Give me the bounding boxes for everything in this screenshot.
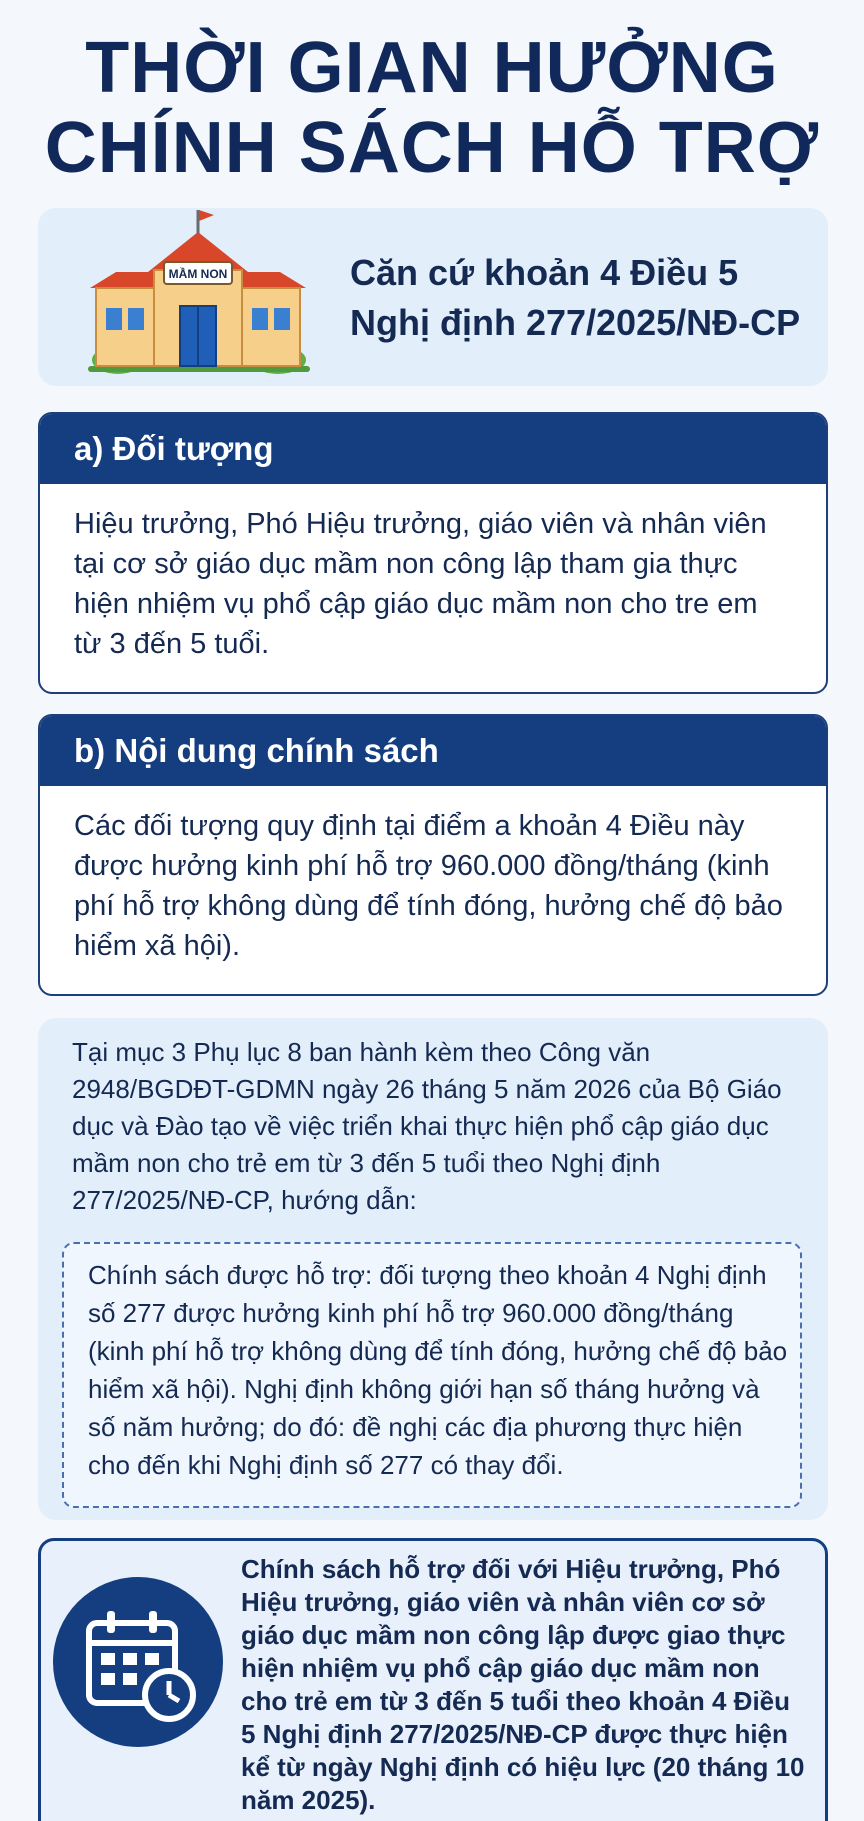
section-b-body: Các đối tượng quy định tại điểm a khoản 4 Điều này được hưởng kinh phí hỗ trợ 960.000 đồng/tháng (kinh phí hỗ trợ không dùng để tính đóng, hưởng chế độ bảo hiểm xã hội). — [74, 810, 783, 962]
section-a-body: Hiệu trưởng, Phó Hiệu trưởng, giáo viên và nhân viên tại cơ sở giáo dục mầm non công lập tham gia thực hiện nhiệm vụ phổ cập giáo dục mầm non cho tre em từ 3 đến 5 tuổi. — [74, 508, 767, 660]
calendar-clock-icon — [53, 1577, 223, 1747]
section-b-heading: b) Nội dung chính sách — [40, 716, 826, 786]
guidance-quote-box — [62, 1242, 802, 1508]
conclusion-card — [38, 1538, 828, 1821]
legal-basis-text — [350, 248, 810, 348]
guidance-panel — [38, 1018, 828, 1520]
title-line-2: CHÍNH SÁCH HỖ TRỢ — [44, 108, 820, 188]
legal-basis-panel — [38, 208, 828, 386]
school-sign-text: MẦM NON — [168, 267, 228, 281]
section-a-card — [38, 412, 828, 694]
legal-basis-line-2: Nghị định 277/2025/NĐ-CP — [350, 302, 801, 343]
title-line-1: THỜI GIAN HƯỞNG — [85, 28, 779, 108]
guidance-intro: Tại mục 3 Phụ lục 8 ban hành kèm theo Công văn 2948/BGDĐT-GDMN ngày 26 tháng 5 năm 2026 của Bộ Giáo dục và Đào tạo về việc triển khai thực hiện phổ cập giáo dục mầm non cho trẻ em từ 3 đến 5 tuổi theo Nghị định 277/2025/NĐ-CP, hướng dẫn: — [72, 1037, 782, 1215]
page-title — [0, 28, 864, 188]
guidance-quote: Chính sách được hỗ trợ: đối tượng theo khoản 4 Nghị định số 277 được hưởng kinh phí hỗ trợ 960.000 đồng/tháng (kinh phí hỗ trợ không dùng để tính đóng, hưởng chế độ bảo hiểm xã hội). Nghị định không giới hạn số tháng hưởng và số năm hưởng; do đó: đề nghị các địa phương thực hiện cho đến khi Nghị định số 277 có thay đổi. — [88, 1260, 788, 1480]
conclusion-text: Chính sách hỗ trợ đối với Hiệu trưởng, Phó Hiệu trưởng, giáo viên và nhân viên cơ sở giáo dục mầm non công lập được giao thực hiện nhiệm vụ phổ cập giáo dục mầm non cho trẻ em từ 3 đến 5 tuổi theo khoản 4 Điều 5 Nghị định 277/2025/NĐ-CP được thực hiện kể từ ngày Nghị định có hiệu lực (20 tháng 10 năm 2025). — [241, 1554, 805, 1815]
section-b-card — [38, 714, 828, 996]
section-a-heading: a) Đối tượng — [40, 414, 826, 484]
kindergarten-icon — [78, 210, 318, 380]
legal-basis-line-1: Căn cứ khoản 4 Điều 5 — [350, 252, 739, 293]
